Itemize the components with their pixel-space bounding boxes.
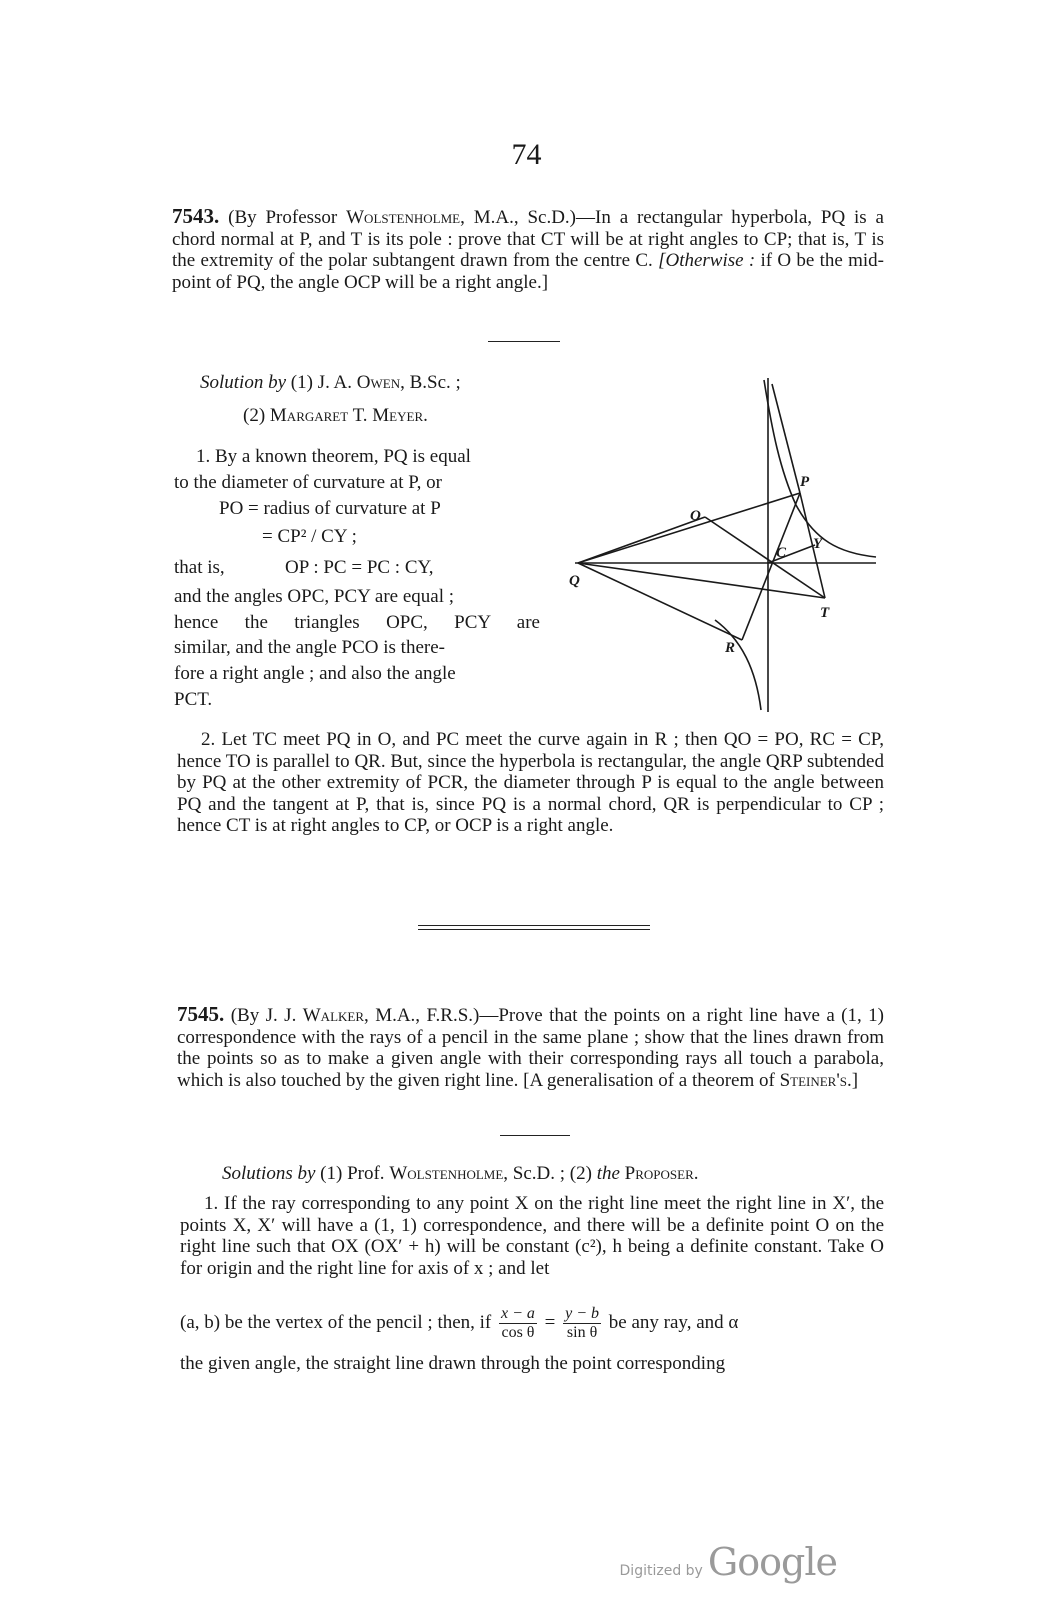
solution-line: and the angles OPC, PCY are equal ; xyxy=(174,586,455,607)
label-R: R xyxy=(725,640,736,656)
equals-sign: = xyxy=(544,1311,556,1333)
digitized-watermark xyxy=(620,1540,837,1584)
solver-one-name: Owen xyxy=(356,372,401,393)
solution-line: fore a right angle ; and also the angle xyxy=(174,663,456,684)
fraction-y xyxy=(563,1305,601,1342)
solver-one-name: Wolstenholme xyxy=(389,1163,504,1184)
line-tangent xyxy=(772,384,800,493)
label-P: P xyxy=(800,474,810,490)
solver-end: . xyxy=(693,1163,699,1184)
problem-7545 xyxy=(177,1004,884,1091)
line-P-Q xyxy=(578,493,800,563)
solver-two-name: Margaret T. Meyer xyxy=(269,405,424,426)
formula-pre: (a, b) be the vertex of the pencil ; then, if xyxy=(180,1311,492,1333)
label-C: C xyxy=(776,545,787,561)
solver-one-suffix: , B.Sc. ; xyxy=(400,372,461,393)
hyperbola-upper-branch xyxy=(764,380,876,557)
solution-paragraph-1: 1. If the ray corresponding to any point X on the right line meet the right line in X′, the points X, X′ will have a (1, 1) correspondence, and there will be a definite point O on the right line such that OX (OX′ + h) will be constant (c²), h being a definite constant. Take O for origin and the right line for axis of x ; and let xyxy=(180,1193,884,1279)
label-Q: Q xyxy=(569,573,580,589)
label-O: O xyxy=(690,508,701,524)
generalisation-text: [A generalisation of a theorem of xyxy=(518,1069,780,1091)
digitized-by: Digitized by xyxy=(619,1563,703,1579)
double-rule xyxy=(418,925,650,930)
solution-line: PCT. xyxy=(174,689,213,710)
solution-line: OP : PC = PC : CY, xyxy=(285,557,434,578)
author-intro: (By Professor xyxy=(228,207,347,228)
fraction-denominator: sin θ xyxy=(566,1324,598,1341)
otherwise-label: [Otherwise : xyxy=(658,250,756,271)
solution-paragraph-2: 2. Let TC meet PQ in O, and PC meet the curve again in R ; then QO = PO, RC = CP, hence TO is parallel to QR. But, since the hyperbola is rectangular, the angle QRP subtended by PQ at the other extremity of PCR, the diameter through P is equal to the angle between PQ and the tangent at P, that is, since PQ is a normal chord, QR is perpendicular to CP ; hence CT is at right angles to CP, or OCP is a right angle. xyxy=(177,729,884,836)
solver-one-prefix: (1) Prof. xyxy=(315,1163,390,1184)
problem-number: 7545. xyxy=(177,1002,225,1026)
solution-heading-2 xyxy=(243,405,428,427)
fraction-x xyxy=(499,1305,537,1342)
last-line: the given angle, the straight line drawn through the point corresponding xyxy=(180,1353,726,1374)
solution-by: Solution by xyxy=(200,372,287,393)
solver-one-prefix: (1) J. A. xyxy=(286,372,357,393)
fraction-denominator: cos θ xyxy=(501,1324,535,1341)
author-name: Walker xyxy=(302,1005,365,1026)
steiner-name: Steiner's xyxy=(779,1069,848,1091)
generalisation-end: .] xyxy=(847,1069,859,1091)
solution-heading xyxy=(222,1163,699,1185)
solution-line: = CP² / CY ; xyxy=(262,526,357,547)
hyperbola-figure xyxy=(560,370,880,720)
solutions-by: Solutions by xyxy=(222,1163,316,1184)
google-logo: Google xyxy=(707,1540,837,1584)
fraction-numerator: x − a xyxy=(501,1305,535,1322)
line-O-T xyxy=(705,517,825,598)
formula-line xyxy=(180,1305,884,1342)
label-T: T xyxy=(820,605,830,621)
fraction-numerator: y − b xyxy=(565,1305,600,1322)
solution-heading xyxy=(200,372,461,394)
formula-post: be any ray, and α xyxy=(608,1311,739,1333)
author-suffix: , M.A., Sc.D.) xyxy=(460,207,576,228)
hyperbola-lower-branch xyxy=(715,620,761,710)
problem-7543 xyxy=(172,206,884,293)
solution-line: 1. By a known theorem, PQ is equal xyxy=(196,446,471,467)
label-Y: Y xyxy=(813,536,823,552)
solver-mid: , Sc.D. ; (2) xyxy=(503,1163,597,1184)
author-intro: (By J. J. xyxy=(230,1005,303,1026)
solution-line: that is, xyxy=(174,557,225,578)
otherwise-text: if O be the mid-point of PQ, the angle OCP will be a right angle.] xyxy=(172,250,885,293)
line-Q-O xyxy=(578,517,705,563)
solver-two-suffix: . xyxy=(423,405,428,426)
solution-line: to the diameter of curvature at P, or xyxy=(174,472,443,493)
page-number: 74 xyxy=(511,138,542,171)
section-rule xyxy=(500,1135,570,1136)
solution-line: PO = radius of curvature at P xyxy=(219,498,441,519)
problem-text: —Prove that the points on a right line have a (1, 1) correspondence with the rays of a pencil in the same plane ; show that the lines drawn from the points so as to make a given angle with their corresponding rays all touch a parabola, which is also touched by the given right line. xyxy=(177,1005,884,1091)
solution-line: hence the triangles OPC, PCY are xyxy=(174,612,540,633)
problem-text: —In a rectangular hyperbola, PQ is a chord normal at P, and T is its pole : prove that CT will be at right angles to CP; that is, T is the extremity of the polar subtangent drawn from the centre C. xyxy=(172,207,884,271)
the-word: the xyxy=(596,1163,620,1184)
line-P-R xyxy=(742,493,800,640)
solution-line: similar, and the angle PCO is there- xyxy=(174,637,445,658)
problem-number: 7543. xyxy=(172,204,220,228)
solver-two-prefix: (2) xyxy=(243,405,270,426)
proposer-name: Proposer xyxy=(624,1163,694,1184)
section-rule xyxy=(488,341,560,342)
author-name: Wolstenholme xyxy=(346,207,461,228)
author-suffix: , M.A., F.R.S.) xyxy=(364,1005,480,1026)
